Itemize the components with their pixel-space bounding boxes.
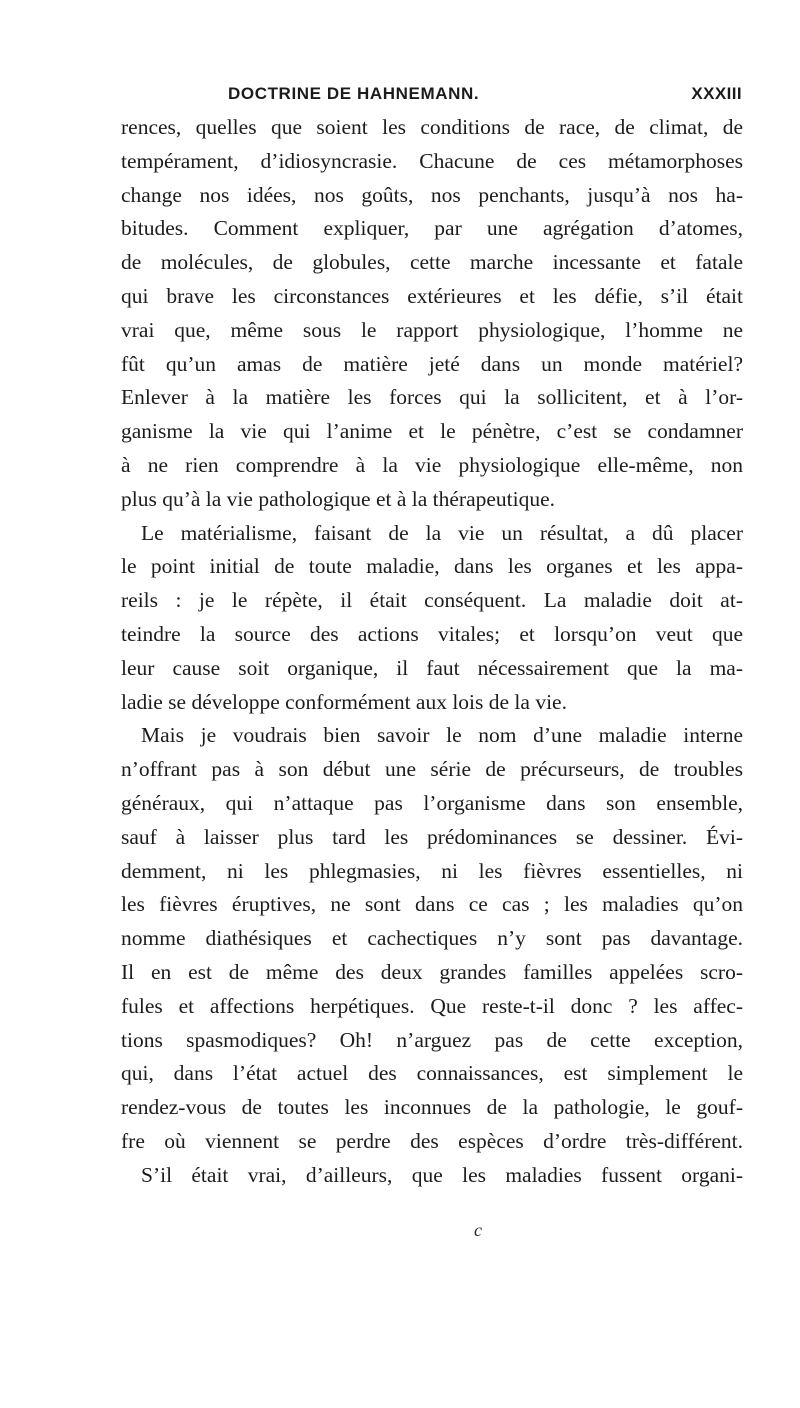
- text-line: plus qu’à la vie pathologique et à la thérapeutique.: [121, 486, 556, 511]
- text-line: bitudes. Comment expliquer, par une agrégation d’atomes,: [121, 216, 743, 241]
- text-line: qui brave les circonstances extérieures et les défie, s’il était: [121, 283, 743, 308]
- text-line: ladie se développe conformément aux lois de la vie.: [121, 689, 567, 714]
- text-line: généraux, qui n’attaque pas l’organisme dans son ensemble,: [121, 790, 743, 815]
- body-text: [121, 111, 743, 1193]
- text-line: Mais je voudrais bien savoir le nom d’une maladie interne: [141, 723, 743, 748]
- text-line: Le matérialisme, faisant de la vie un résultat, a dû placer: [141, 520, 743, 545]
- text-line: de molécules, de globules, cette marche incessante et fatale: [121, 250, 743, 275]
- text-line: sauf à laisser plus tard les prédominances se dessiner. Évi-: [121, 824, 743, 849]
- running-head: [120, 84, 742, 110]
- text-line: Enlever à la matière les forces qui la sollicitent, et à l’or-: [121, 385, 743, 410]
- text-line: fre où viennent se perdre des espèces d’ordre très-différent.: [121, 1128, 743, 1153]
- text-line: reils : je le répète, il était conséquent. La maladie doit at-: [121, 588, 743, 613]
- text-line: les fièvres éruptives, ne sont dans ce cas ; les maladies qu’on: [121, 892, 743, 917]
- text-line: fules et affections herpétiques. Que reste-t-il donc ? les affec-: [121, 993, 743, 1018]
- text-line: change nos idées, nos goûts, nos penchants, jusqu’à nos ha-: [121, 182, 743, 207]
- text-line: tions spasmodiques? Oh! n’arguez pas de cette exception,: [121, 1027, 743, 1052]
- signature-mark: c: [474, 1220, 482, 1240]
- page-number: XXXIII: [691, 84, 742, 103]
- text-line: vrai que, même sous le rapport physiologique, l’homme ne: [121, 317, 743, 342]
- text-line: fût qu’un amas de matière jeté dans un monde matériel?: [121, 351, 743, 376]
- text-line: S’il était vrai, d’ailleurs, que les maladies fussent organi-: [141, 1162, 743, 1187]
- text-line: leur cause soit organique, il faut nécessairement que la ma-: [121, 655, 743, 680]
- text-line: nomme diathésiques et cachectiques n’y sont pas davantage.: [121, 926, 743, 951]
- text-line: teindre la source des actions vitales; et lorsqu’on veut que: [121, 621, 743, 646]
- text-line: rences, quelles que soient les conditions de race, de climat, de: [121, 115, 743, 139]
- text-line: demment, ni les phlegmasies, ni les fièvres essentielles, ni: [121, 858, 743, 883]
- running-title: DOCTRINE DE HAHNEMANN.: [228, 84, 480, 103]
- text-line: ganisme la vie qui l’anime et le pénètre, c’est se condamner: [121, 419, 743, 444]
- text-line: tempérament, d’idiosyncrasie. Chacune de ces métamorphoses: [121, 148, 743, 173]
- text-line: le point initial de toute maladie, dans les organes et les appa-: [121, 554, 743, 579]
- text-line: Il en est de même des deux grandes familles appelées scro-: [121, 959, 743, 984]
- text-line: à ne rien comprendre à la vie physiologique elle-même, non: [121, 452, 743, 477]
- text-line: rendez-vous de toutes les inconnues de la pathologie, le gouf-: [121, 1095, 743, 1120]
- text-line: qui, dans l’état actuel des connaissances, est simplement le: [121, 1061, 743, 1086]
- text-line: n’offrant pas à son début une série de précurseurs, de troubles: [121, 757, 743, 782]
